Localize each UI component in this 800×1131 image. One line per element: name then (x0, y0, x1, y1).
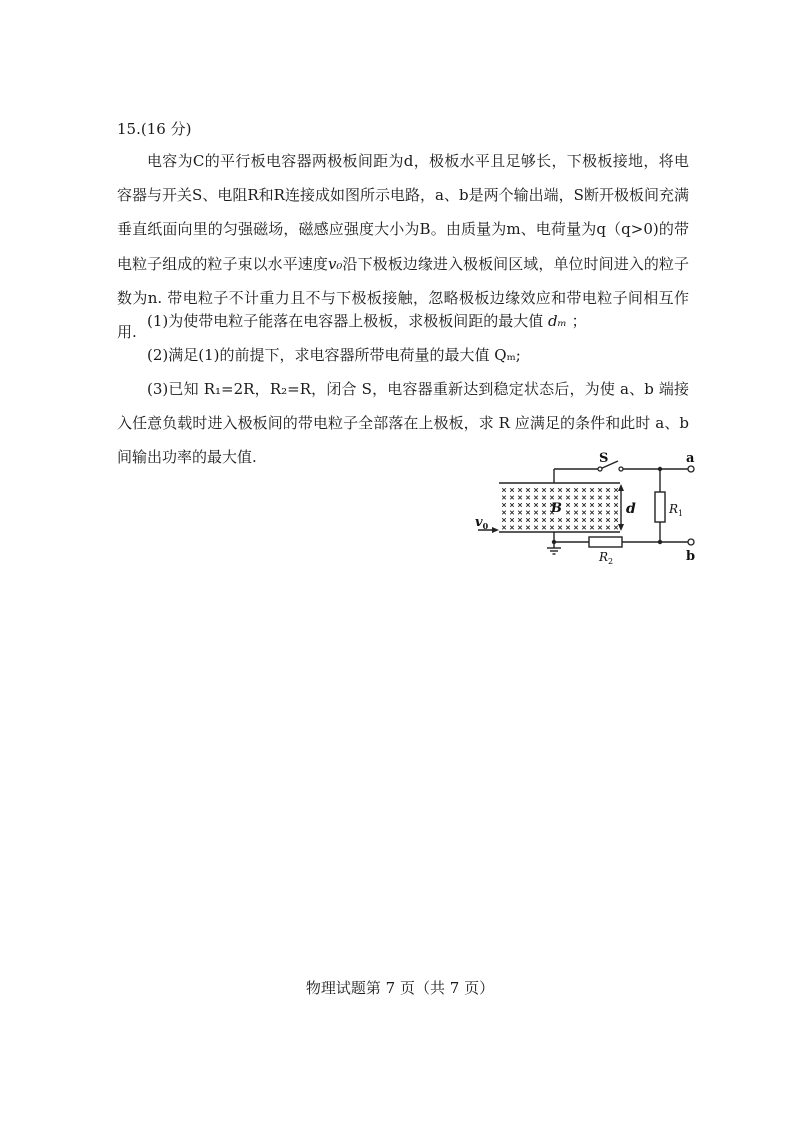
part2-text: (2)满足(1)的前提下，求电容器所带电荷量的最大值 Qₘ; (147, 346, 521, 364)
resistor-r2 (589, 537, 622, 547)
label-field-b: B (551, 501, 562, 516)
terminal-a (688, 466, 694, 472)
label-r2-sub: 2 (608, 557, 614, 566)
stem-text: 电容为C的平行板电容器两极板间距为d，极板水平且足够长，下极板接地，将电容器与开关S、电阻R和R连接成如图所示电路，a、b是两个输出端，S断开极板间充满垂直纸面向里的匀强磁场，磁感应强度大小为B。由质量为m、电荷量为q（q>0)的带电粒子组成的粒子束以水平速度 (117, 152, 689, 273)
label-terminal-b: b (686, 549, 696, 564)
label-switch-s: S (599, 451, 609, 466)
stem-v0-symbol: v₀ (327, 254, 343, 273)
junction-bottom (658, 540, 662, 544)
switch-contact (619, 467, 623, 471)
part3-text: (3)已知 R₁=2R，R₂=R，闭合 S，电容器重新达到稳定状态后，为使 a、b 端接入任意负载时进入极板间的带电粒子全部落在上极板，求 R 应满足的条件和此时 a、b 间输出功率的最大值. (117, 380, 689, 467)
d-arrowhead-bottom (618, 524, 624, 531)
question-part-2 (117, 338, 689, 372)
switch-pivot (598, 467, 602, 471)
label-r2-letter: R (599, 550, 609, 564)
d-arrowhead-top (618, 484, 624, 491)
label-v0 (475, 515, 489, 531)
question-points: (16 分) (140, 120, 192, 138)
circuit-figure (472, 450, 702, 575)
question-header (117, 118, 191, 139)
label-r1-sub: 1 (678, 509, 684, 518)
page-footer: 物理试题第 7 页（共 7 页） (305, 979, 495, 997)
label-v0-letter: v (475, 515, 483, 530)
circuit-diagram (472, 450, 702, 575)
junction-top (658, 467, 662, 471)
question-part-1 (117, 304, 689, 338)
question-number: 15. (117, 120, 141, 138)
label-r2 (598, 550, 613, 566)
label-terminal-a: a (686, 451, 695, 466)
part1-tail: ； (571, 312, 587, 330)
label-r1 (668, 502, 683, 518)
part1-text: (1)为使带电粒子能落在电容器上极板，求极板间距的最大值 (147, 312, 544, 330)
terminal-b (688, 539, 694, 545)
label-v0-sub: 0 (482, 521, 489, 531)
v0-arrowhead (492, 527, 499, 533)
resistor-r1 (655, 492, 665, 522)
label-distance-d: d (626, 501, 636, 517)
junction-ground (552, 540, 556, 544)
label-r1-letter: R (669, 502, 679, 516)
part1-dm-symbol: dₘ (548, 312, 567, 330)
stem-tail-text: 沿下极板边缘进入极板间区域，单位时间进入的粒子数为n. 带电粒子不计重力且不与下极板接触，忽略极板边缘效应和带电粒子间相互作用. (117, 254, 689, 342)
